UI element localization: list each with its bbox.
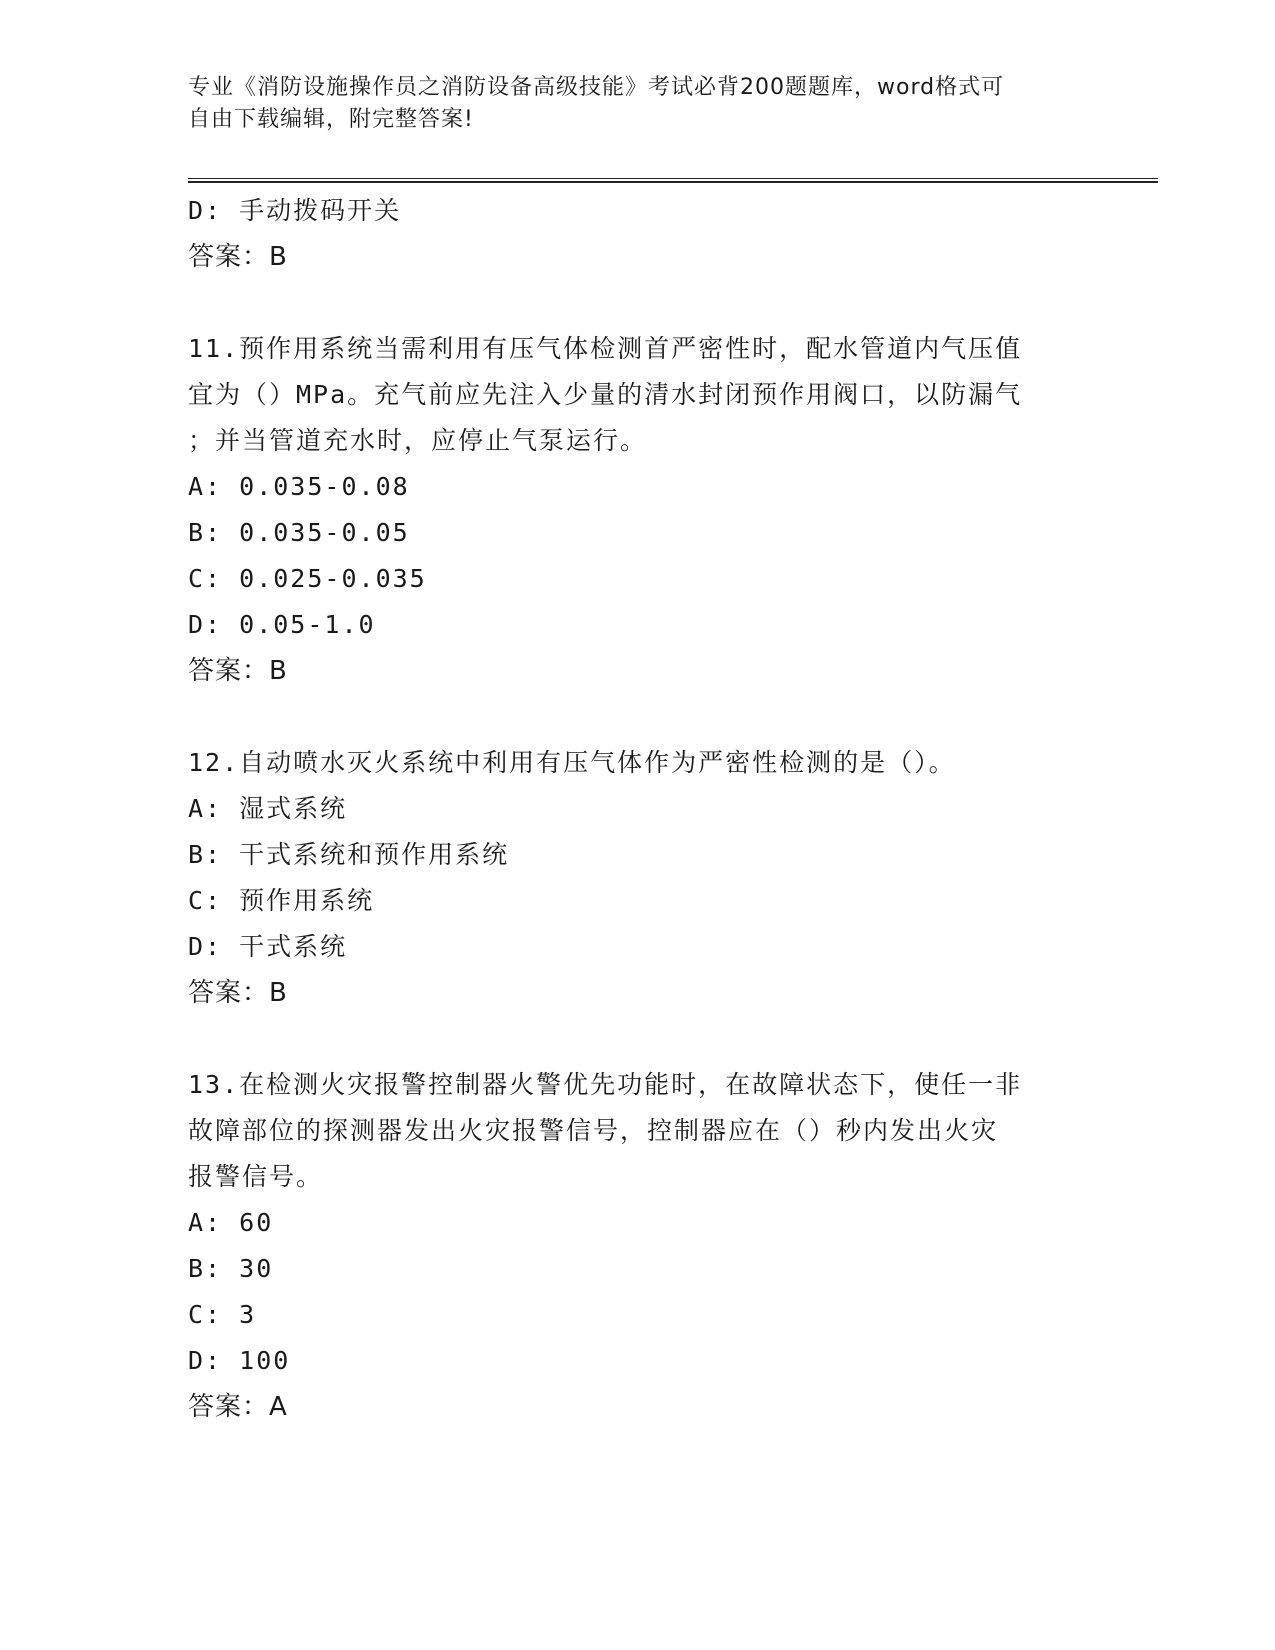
option-a: A: 0.035-0.08 xyxy=(188,472,410,501)
question-block xyxy=(188,326,1088,694)
question-text-line: 故障部位的探测器发出火灾报警信号，控制器应在（）秒内发出火灾 xyxy=(188,1116,999,1145)
answer: 答案：B xyxy=(188,656,288,686)
document-body xyxy=(188,188,1088,1430)
option-a: A: 60 xyxy=(188,1208,274,1237)
option-c: C: 3 xyxy=(188,1300,257,1329)
option-b: B: 0.035-0.05 xyxy=(188,518,410,547)
question-block xyxy=(188,1062,1088,1430)
question-text-line: 11.预作用系统当需利用有压气体检测首严密性时，配水管道内气压值 xyxy=(188,334,1023,363)
answer: 答案：A xyxy=(188,1392,288,1422)
question-text-line: 13.在检测火灾报警控制器火警优先功能时，在故障状态下，使任一非 xyxy=(188,1070,1023,1099)
header-line-2: 自由下载编辑，附完整答案! xyxy=(188,107,474,132)
spacer xyxy=(188,280,1088,326)
page-header xyxy=(188,72,1068,136)
question-text-line: 12.自动喷水灭火系统中利用有压气体作为严密性检测的是（）。 xyxy=(188,748,956,777)
spacer xyxy=(188,1016,1088,1062)
option-d: D: 100 xyxy=(188,1346,291,1375)
option-c: C: 0.025-0.035 xyxy=(188,564,427,593)
option-c: C: 预作用系统 xyxy=(188,886,375,915)
answer: 答案：B xyxy=(188,242,288,272)
answer: 答案：B xyxy=(188,978,288,1008)
option-b: B: 干式系统和预作用系统 xyxy=(188,840,510,869)
option-d: D: 手动拨码开关 xyxy=(188,196,402,225)
header-divider xyxy=(188,178,1158,183)
spacer xyxy=(188,694,1088,740)
question-text-line: 报警信号。 xyxy=(188,1162,324,1191)
option-d: D: 0.05-1.0 xyxy=(188,610,376,639)
option-d: D: 干式系统 xyxy=(188,932,348,961)
question-text-line: 宜为（）MPa。充气前应先注入少量的清水封闭预作用阀口，以防漏气 xyxy=(188,380,1023,409)
question-block xyxy=(188,740,1088,1016)
option-b: B: 30 xyxy=(188,1254,274,1283)
header-line-1: 专业《消防设施操作员之消防设备高级技能》考试必背200题题库，word格式可 xyxy=(188,75,1005,100)
option-a: A: 湿式系统 xyxy=(188,794,348,823)
question-text-line: ；并当管道充水时，应停止气泵运行。 xyxy=(188,426,648,455)
